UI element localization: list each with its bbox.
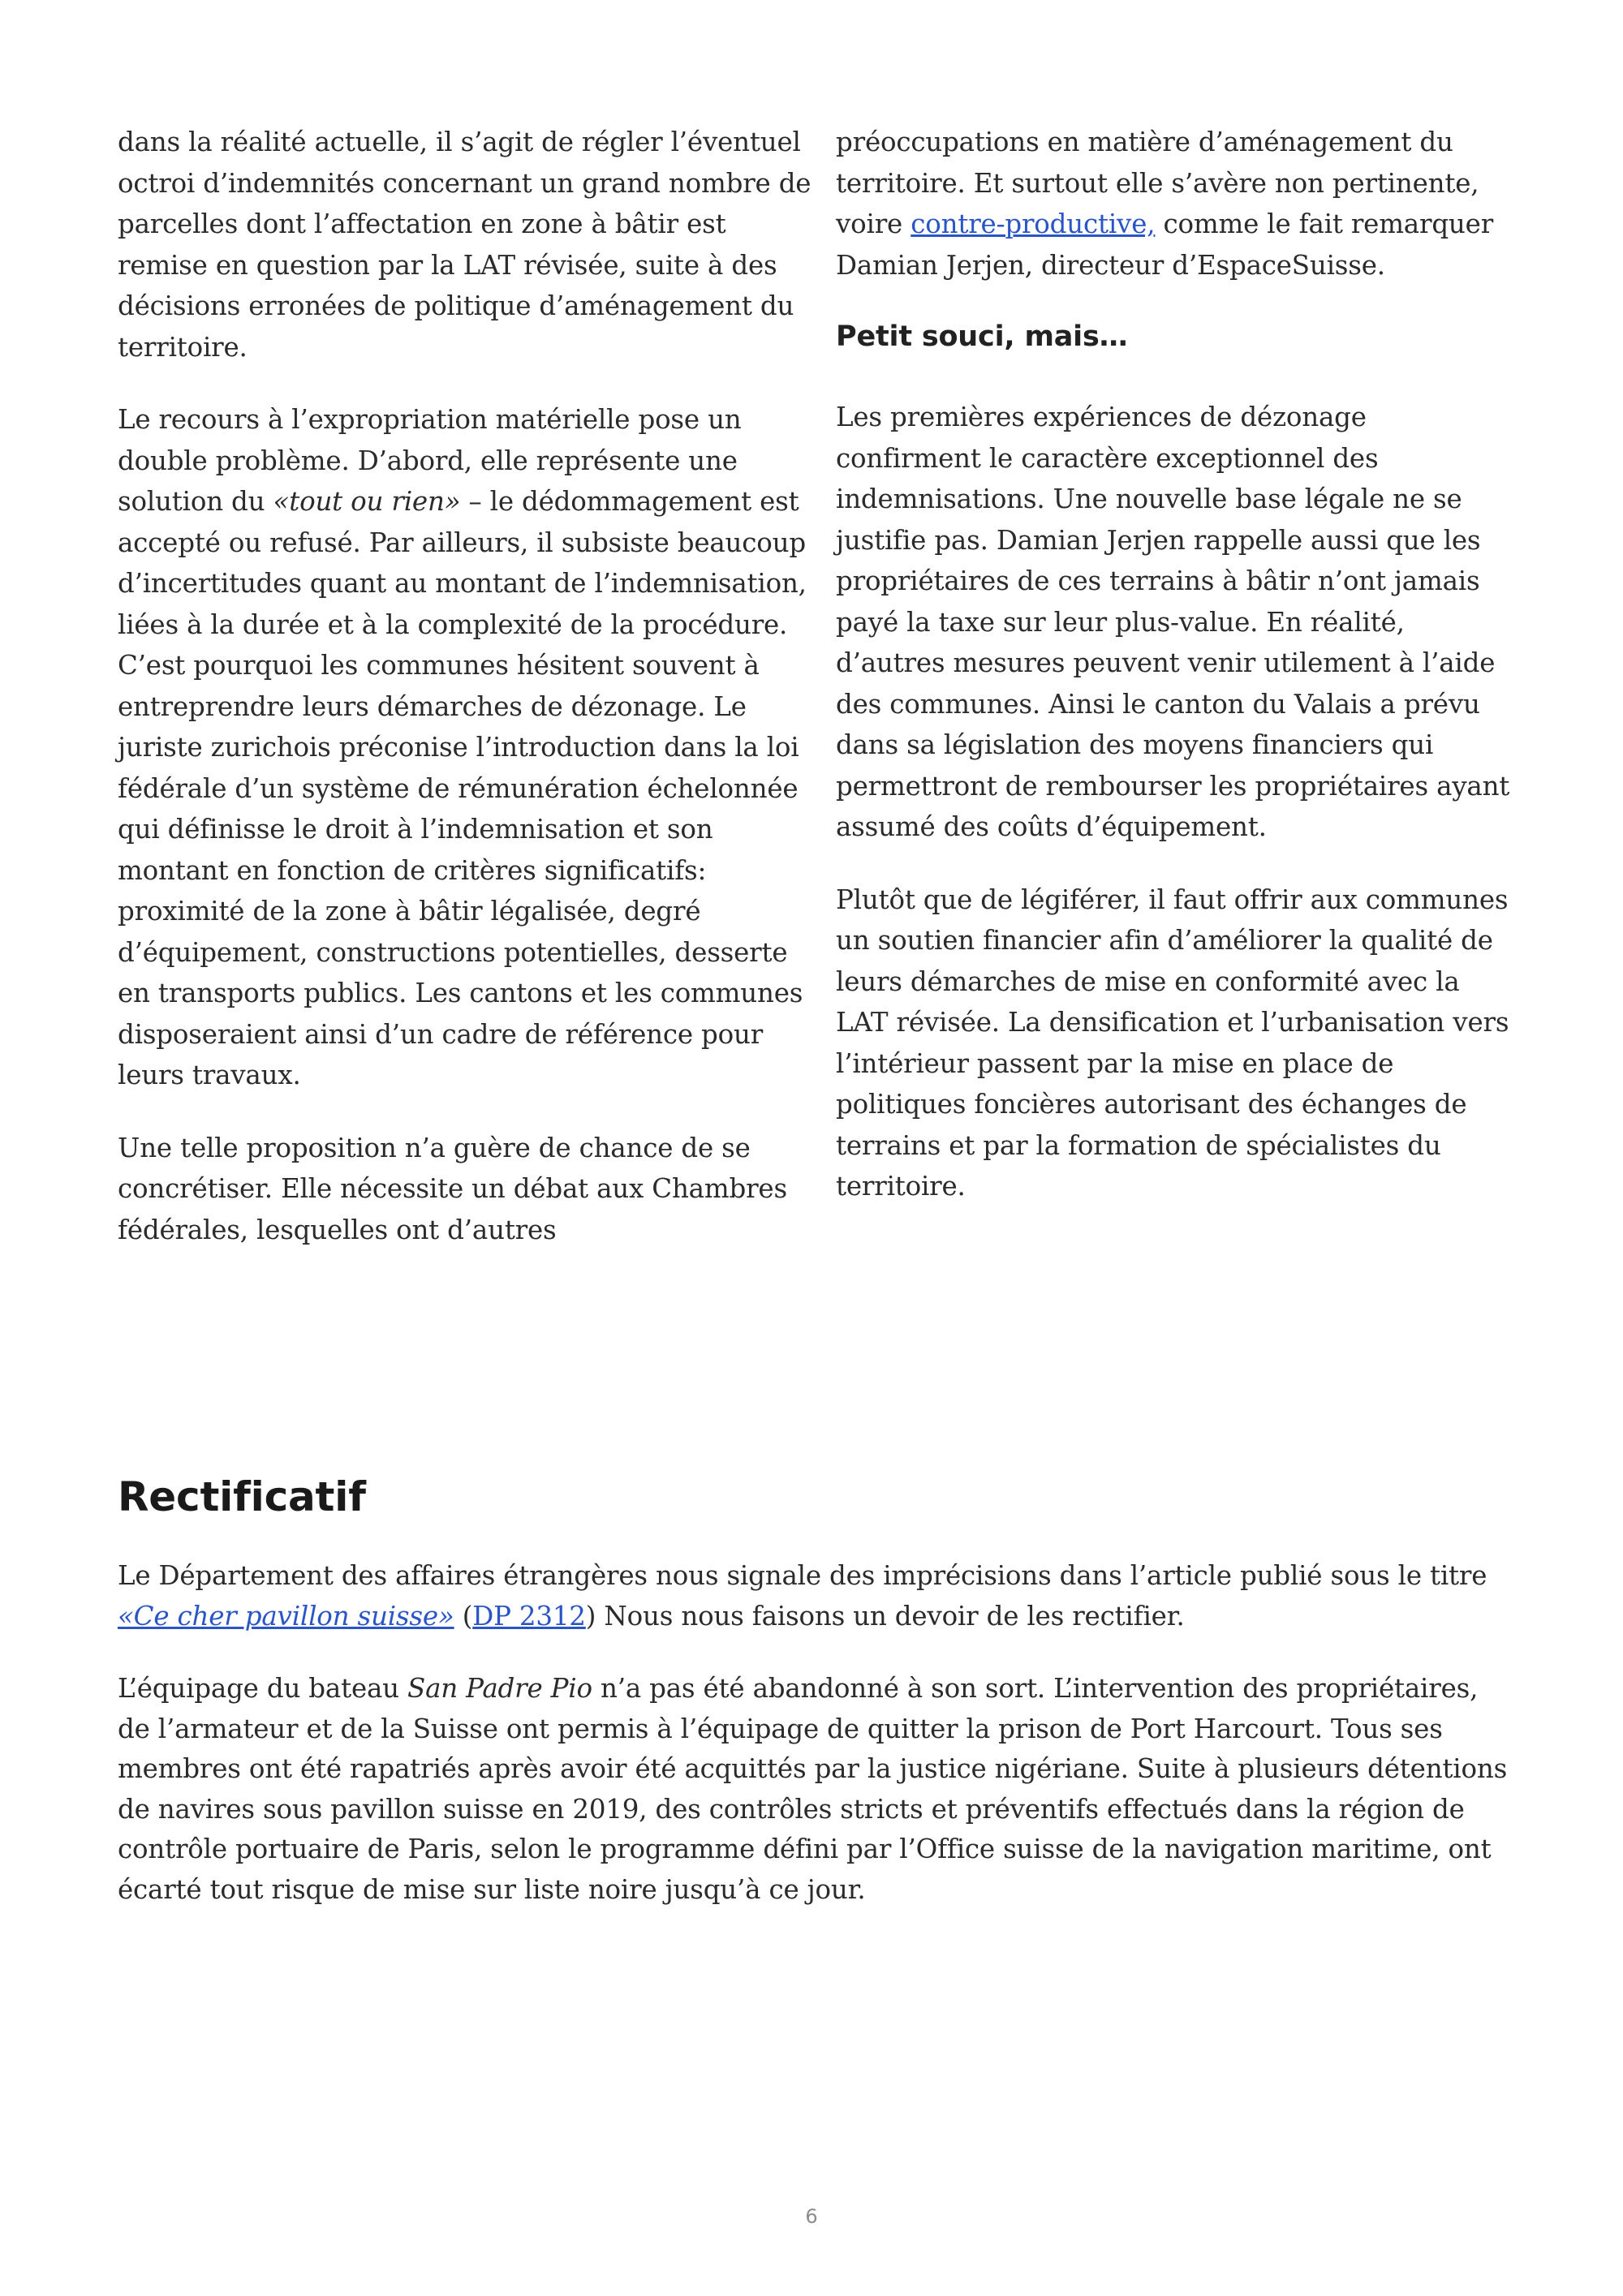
emphasis-quote: «tout ou rien» [273, 486, 461, 517]
text-span: ( [454, 1600, 473, 1632]
section-heading: Petit souci, mais… [836, 320, 1128, 353]
text-span: ) Nous nous faisons un devoir de les rectifier. [585, 1600, 1185, 1632]
text-span: L’équipage du bateau [118, 1673, 408, 1704]
text-span: préoccupations en matière d’aménagement du territoire. Et surtout elle s’avère non pertinente, voire [836, 127, 1479, 239]
rectificatif-paragraph-2 [118, 1669, 1513, 1910]
dp-2312-link[interactable]: DP 2312 [472, 1600, 586, 1632]
text-span: Le Département des affaires étrangères nous signale des imprécisions dans l’article publié sous le titre [118, 1560, 1487, 1591]
text-span: n’a pas été abandonné à son sort. L’intervention des propriétaires, de l’armateur et de la Suisse ont permis à l’équipage de quitter la prison de Port Harcourt. Tous ses membres ont été rapatriés après avoir été acquittés par la justice nigériane. Suite à plusieurs détentions de navires sous pavillon suisse en 2019, des contrôles stricts et préventifs effectués dans la région de contrôle portuaire de Paris, selon le programme défini par l’Office suisse de la navigation maritime, ont écarté tout risque de mise sur liste noire jusqu’à ce jour. [118, 1673, 1508, 1905]
right-paragraph-2: Les premières expériences de dézonage confirment le caractère exceptionnel des indemnisations. Une nouvelle base légale ne se justifie pas. Damian Jerjen rappelle aussi que les propriétaires de ces terrains à bâtir n’ont jamais payé la taxe sur leur plus-value. En réalité, d’autres mesures peuvent venir utilement à l’aide des communes. Ainsi le canton du Valais a prévu dans sa législation des moyens financiers qui permettront de rembourser les propriétaires ayant assumé des coûts d’équipement. [836, 402, 1510, 842]
text-span: Le recours à l’expropriation matérielle pose un double problème. D’abord, elle représente une solution du [118, 404, 742, 517]
ship-name-emphasis: San Padre Pio [407, 1673, 592, 1704]
contre-productive-link[interactable]: contre-productive, [911, 209, 1156, 239]
rectificatif-title: Rectificatif [118, 1473, 366, 1520]
left-paragraph-2 [118, 399, 816, 1096]
page-number: 6 [805, 2205, 818, 2228]
article-title-link[interactable] [118, 1601, 454, 1632]
right-paragraph-1 [836, 122, 1518, 286]
text-span: comme le fait remarquer Damian Jerjen, directeur d’EspaceSuisse. [836, 209, 1494, 281]
rectificatif-paragraph-1 [118, 1556, 1513, 1636]
left-paragraph-3: Une telle proposition n’a guère de chance de se concrétiser. Elle nécessite un débat aux Chambres fédérales, lesquelles ont d’autres [118, 1132, 787, 1245]
left-column [118, 122, 816, 1282]
left-paragraph-1: dans la réalité actuelle, il s’agit de régler l’éventuel octroi d’indemnités concernant un grand nombre de parcelles dont l’affectation en zone à bâtir est remise en question par la LAT révisée, suite à des décisions erronées de politique d’aménagement du territoire. [118, 127, 812, 363]
right-paragraph-3: Plutôt que de légiférer, il faut offrir aux communes un soutien financier afin d’améliorer la qualité de leurs démarches de mise en conformité avec la LAT révisée. La densification et l’urbanisation vers l’intérieur passent par la mise en place de politiques foncières autorisant des échanges de terrains et par la formation de spécialistes du territoire. [836, 884, 1509, 1202]
text-span: – le dédommagement est accepté ou refusé. Par ailleurs, il subsiste beaucoup d’incertitudes quant au montant de l’indemnisation, liées à la durée et à la complexité de la procédure. C’est pourquoi les communes hésitent souvent à entreprendre leurs démarches de dézonage. Le juriste zurichois préconise l’introduction dans la loi fédérale d’un système de rémunération échelonnée qui définisse le droit à l’indemnisation et son montant en fonction de critères significatifs: proximité de la zone à bâtir légalisée, degré d’équipement, constructions potentielles, desserte en transports publics. Les cantons et les communes disposeraient ainsi d’un cadre de référence pour leurs travaux. [118, 486, 807, 1090]
right-column [836, 122, 1518, 1239]
rectificatif-section [118, 1468, 1513, 1942]
article-title-emphasis: «Ce cher pavillon suisse» [118, 1600, 454, 1632]
